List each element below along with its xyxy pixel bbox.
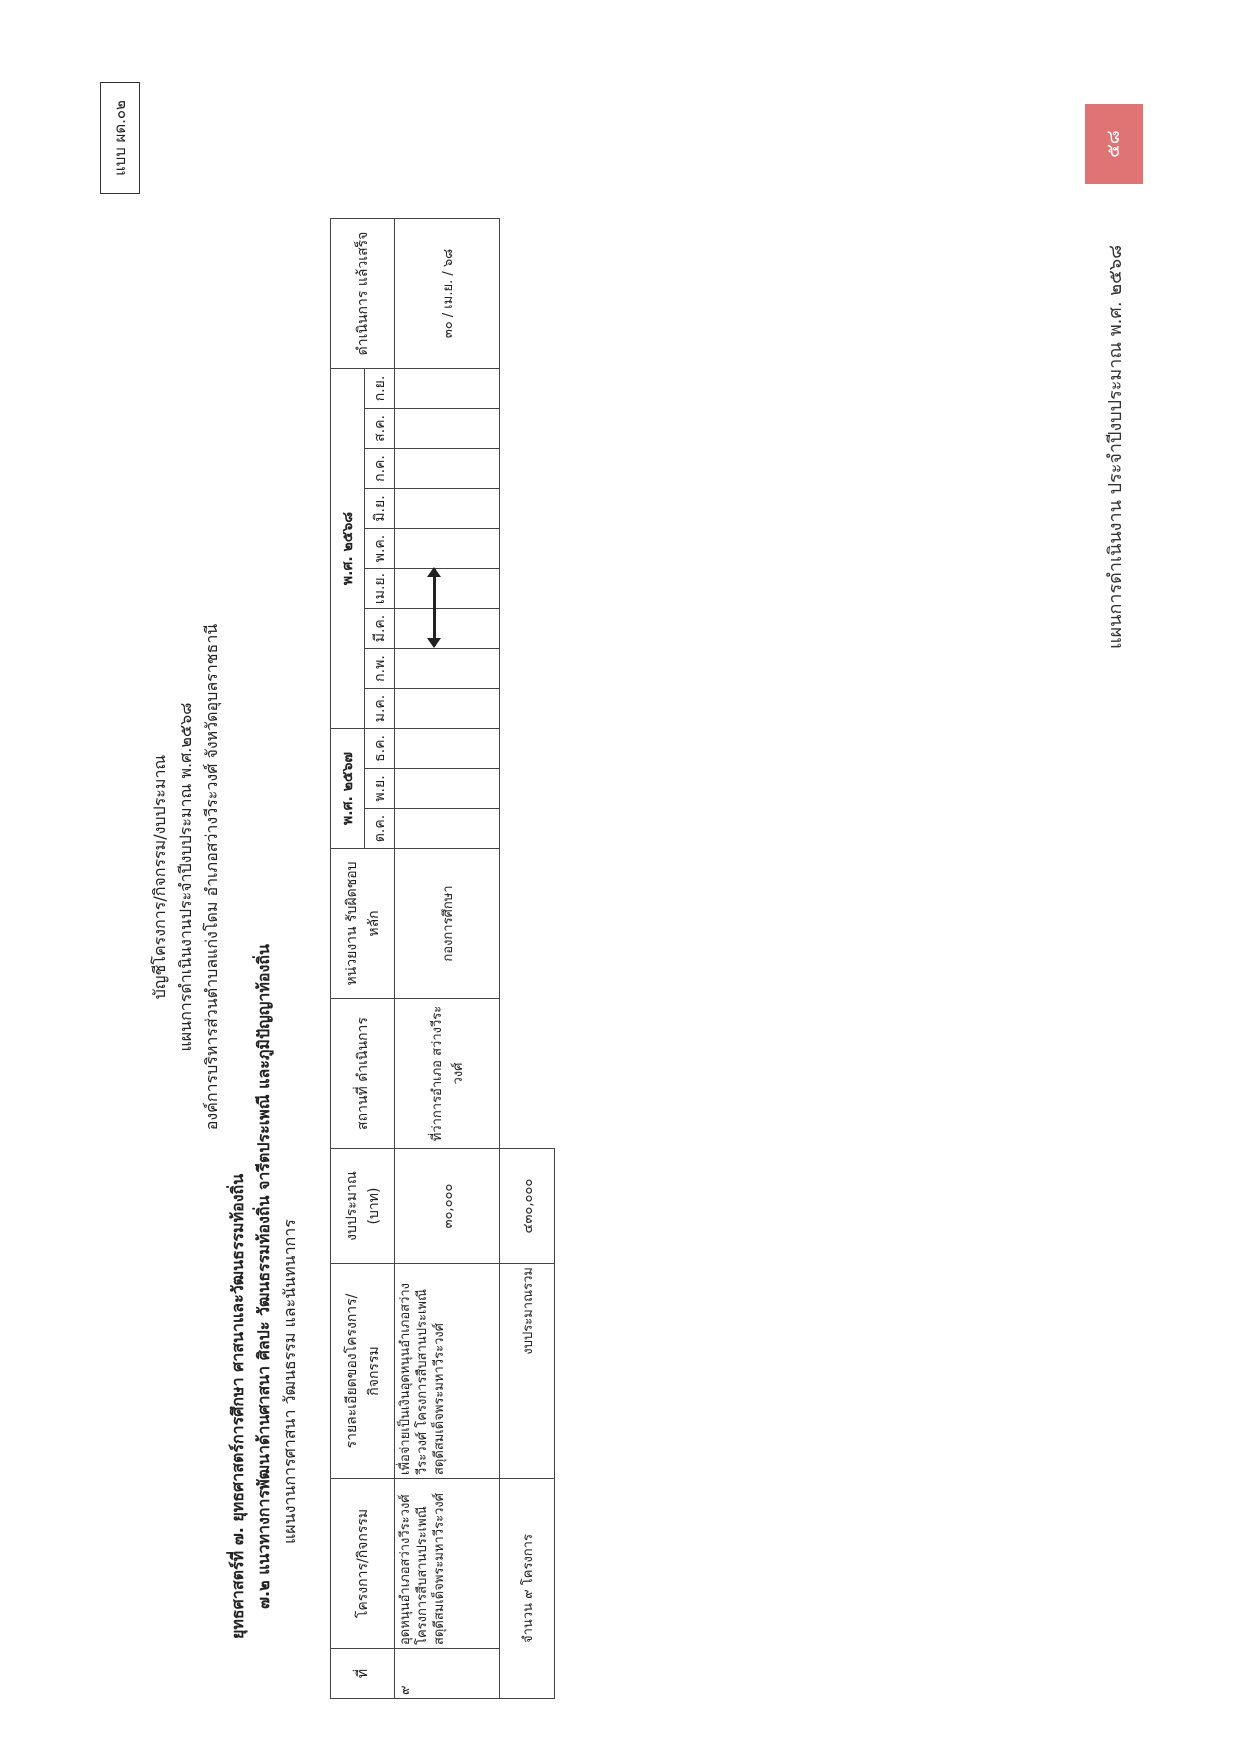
- header-year-2568: พ.ศ. ๒๕๖๘: [331, 369, 365, 729]
- page-number-badge: ๕๘: [1085, 104, 1143, 184]
- total-label: งบประมาณรวม: [500, 1264, 555, 1479]
- month-header: ก.ค.: [365, 449, 395, 489]
- month-header: มิ.ย.: [365, 489, 395, 529]
- header-no: ที่: [331, 1649, 395, 1699]
- month-header: ต.ค.: [365, 809, 395, 849]
- month-header: พ.ค.: [365, 529, 395, 569]
- project-table: [330, 218, 555, 1699]
- month-header: ธ.ค.: [365, 729, 395, 769]
- header-title: บัญชีโครงการ/กิจกรรม/งบประมาณ: [150, 754, 169, 1000]
- header-project: โครงการ/กิจกรรม: [331, 1479, 395, 1649]
- total-count: จำนวน ๙ โครงการ: [500, 1479, 555, 1699]
- row-done: ๓๐ / เม.ย. / ๖๘: [395, 219, 500, 369]
- header-detail: รายละเอียดของโครงการ/ กิจกรรม: [331, 1264, 395, 1479]
- month-header: ก.ย.: [365, 369, 395, 409]
- row-unit: กองการศึกษา: [395, 849, 500, 999]
- schedule-arrow: [433, 569, 436, 646]
- header-subtitle: แผนการดำเนินงานประจำปีงบประมาณ พ.ศ.๒๕๖๘: [176, 702, 195, 1052]
- footer-text: แผนการดำเนินงาน ประจำปีงบประมาณ พ.ศ. ๒๕๖๘: [1105, 244, 1126, 649]
- header-year-2567: พ.ศ. ๒๕๖๗: [331, 729, 365, 849]
- header-done: ดำเนินการ แล้วเสร็จ: [331, 219, 395, 369]
- header-location: สถานที่ ดำเนินการ: [331, 999, 395, 1149]
- table-row: [395, 219, 500, 1699]
- schedule-cell: [395, 609, 500, 649]
- row-no: ๙: [395, 1649, 500, 1699]
- header-unit: หน่วยงาน รับผิดชอบหลัก: [331, 849, 395, 999]
- month-header: มี.ค.: [365, 609, 395, 649]
- row-location: ที่ว่าการอำเภอ สว่างวีระวงศ์: [395, 999, 500, 1149]
- header-budget: งบประมาณ (บาท): [331, 1149, 395, 1264]
- month-header: พ.ย.: [365, 769, 395, 809]
- strategy-heading: ยุทธศาสตร์ที่ ๗. ยุทธศาสตร์การศึกษา ศาสนาและวัฒนธรรมท้องถิ่น: [228, 1173, 247, 1639]
- row-detail: เพื่อจ่ายเป็นเงินอุดหนุนอำเภอสว่าง วีระวงศ์ โครงการสืบสานประเพณี สดุดีสมเด็จพระมหาวีระวงศ์: [395, 1264, 500, 1479]
- month-header: เม.ย.: [365, 569, 395, 609]
- month-header: ส.ค.: [365, 409, 395, 449]
- form-code: แบบ ผด.๐๒: [100, 82, 140, 194]
- plan-heading: แผนงานการศาสนา วัฒนธรรม และนันทนาการ: [280, 1219, 299, 1544]
- row-project: อุดหนุนอำเภอสว่างวีระวงศ์ โครงการสืบสานประเพณี สดุดีสมเด็จพระมหาวีระวงศ์: [395, 1479, 500, 1649]
- approach-heading: ๗.๒ แนวทางการพัฒนาด้านศาสนา ศิลปะ วัฒนธรรมท้องถิ่น จารีตประเพณี และภูมิปัญญาท้องถิ่น: [254, 944, 273, 1609]
- total-amount: ๔๓๐,๐๐๐: [500, 1149, 555, 1264]
- month-header: ม.ค.: [365, 689, 395, 729]
- header-organization: องค์การบริหารส่วนตำบลแก่งโดม อำเภอสว่างวีระวงศ์ จังหวัดอุบลราชธานี: [202, 623, 221, 1131]
- total-row: [500, 219, 555, 1699]
- row-budget: ๓๐,๐๐๐: [395, 1149, 500, 1264]
- month-header: ก.พ.: [365, 649, 395, 689]
